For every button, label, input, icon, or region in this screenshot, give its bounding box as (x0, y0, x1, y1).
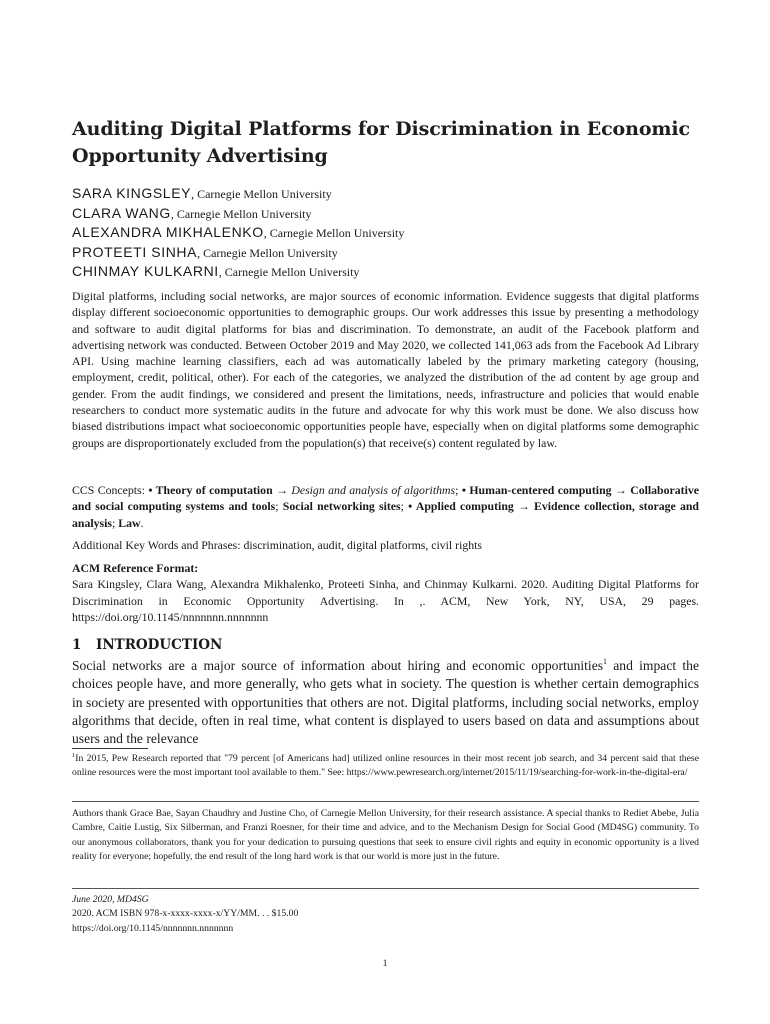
author-entry (72, 184, 699, 204)
arrow-icon: → (513, 499, 534, 514)
arrow-icon: → (272, 483, 292, 497)
ccs-concept: Collaborative and social computing systems and tools (72, 483, 699, 514)
acm-reference-heading: ACM Reference Format: (72, 561, 199, 575)
ccs-concept: Social networking sites (282, 499, 401, 514)
acknowledgments: Authors thank Grace Bae, Sayan Chaudhry and Justine Cho, of Carnegie Mellon University, for their research assistance. A special thanks to Rediet Abebe, Julia Cambre, Caitie Lustig, Six Silberman, and Franzi Roesner, for their time and advice, and to the Mechanism Design for Social Good (MD4SG) community. To our anonymous collaborators, thank you for your dedication to pursuing questions that seek to ensure civil rights and equity in economic opportunity is a lived reality for everyone; hopefully, the end result of the long hard work is that our world is more just in the future. (72, 808, 699, 863)
footnote-divider (72, 748, 148, 749)
section-number: 1 (72, 637, 82, 653)
isbn-line: 2020. ACM ISBN 978-x-xxxx-xxxx-x/YY/MM. . . $15.00 (72, 908, 299, 920)
author-affiliation: , Carnegie Mellon University (191, 187, 332, 201)
ccs-label: CCS Concepts: (72, 483, 149, 497)
paper-title: Auditing Digital Platforms for Discrimination in Economic Opportunity Advertising (72, 118, 690, 167)
author-name: PROTEETI SINHA (72, 243, 198, 260)
author-affiliation: , Carnegie Mellon University (218, 265, 360, 279)
author-affiliation: , Carnegie Mellon University (263, 226, 405, 240)
ccs-separator: ; (400, 499, 409, 514)
ccs-top-concept: • Theory of computation (148, 483, 273, 497)
author-list (72, 184, 699, 282)
ccs-top-concept: • Applied computing (408, 499, 514, 514)
ccs-separator: ; (455, 483, 462, 497)
author-entry (72, 243, 699, 263)
author-name: CHINMAY KULKARNI (72, 263, 219, 279)
publication-date: June 2020, MD4SG (72, 894, 149, 905)
footnote-marker[interactable]: 1 (603, 657, 608, 666)
acm-reference-text: Sara Kingsley, Clara Wang, Alexandra Mikhalenko, Proteeti Sinha, and Chinmay Kulkarni. 2020. Auditing Digital Platforms for Discrimination in Economic Opportunity Advertising. In ,. ACM, New York, NY, USA, 29 pages. https://doi.org/10.1145/nnnnnnn.nnnnnnn (72, 577, 699, 624)
ccs-concepts (72, 482, 699, 531)
author-entry (72, 262, 699, 282)
keywords: Additional Key Words and Phrases: discrimination, audit, digital platforms, civil rights (72, 538, 483, 552)
footnote (72, 752, 699, 781)
author-affiliation: , Carnegie Mellon University (170, 206, 312, 221)
footnote-mark: 1 (72, 752, 76, 759)
footnote-text: In 2015, Pew Research reported that "79 percent [of Americans had] utilized online resources in their most recent job search, and 34 percent said that these online resources were the most important tool available to them." See: https://www.pewresearch.org/internet/2015/11/19/searching-for-work-in-the-digital-era/ (72, 753, 699, 779)
ccs-end: . (140, 515, 144, 530)
intro-paragraph (72, 657, 699, 748)
author-affiliation: , Carnegie Mellon University (197, 245, 338, 260)
arrow-icon: → (611, 483, 631, 497)
ccs-separator: ; (275, 499, 283, 514)
intro-text: Social networks are a major source of information about hiring and economic opportunities (72, 658, 604, 673)
author-name: SARA KINGSLEY (72, 185, 192, 201)
section-title: INTRODUCTION (96, 637, 223, 653)
ccs-separator: ; (112, 515, 119, 530)
ccs-concept: Law (118, 515, 141, 530)
divider (72, 801, 699, 802)
author-name: ALEXANDRA MIKHALENKO (72, 224, 264, 240)
divider (72, 888, 699, 889)
doi-link[interactable]: https://doi.org/10.1145/nnnnnnn.nnnnnnn (72, 922, 234, 934)
abstract: Digital platforms, including social networks, are major sources of economic information. Evidence suggests that digital platforms display different socioeconomic opportunities to demographic groups. Our work addresses this issue by presenting a methodology and software to audit digital platforms for bias and discrimination. To demonstrate, an audit of the Facebook platform and advertising network was conducted. Between October 2019 and May 2020, we collected 141,063 ads from the Facebook Ad Library API. Using machine learning classifiers, each ad was automatically labeled by the primary marketing category (housing, employment, credit, political, other). For each of the categories, we analyzed the distribution of the ad content by age group and gender. From the audit findings, we considered and present the limitations, needs, infrastructure and policies that would enable researchers to conduct more systematic audits in the future and advocate for why this work must be done. We also discuss how biased distributions impact what socioeconomic opportunities people have, especially when on digital platforms some demographic groups are disproportionately excluded from the population(s) that receive(s) content regulated by law. (72, 289, 699, 450)
page-number: 1 (382, 958, 388, 969)
ccs-top-concept: • Human-centered computing (461, 483, 612, 497)
section-heading (72, 636, 699, 654)
ccs-concept: Design and analysis of algorithms (291, 483, 456, 497)
publication-meta (72, 893, 699, 936)
author-name: CLARA WANG (72, 204, 171, 221)
ccs-concept: Evidence collection, storage and analysis (72, 499, 699, 530)
author-entry (72, 223, 699, 243)
acm-reference (72, 560, 699, 625)
intro-text: and impact the choices people have, and more generally, who gets what in society. The question is whether certain demographics in society are presented with opportunities that others are not. Digital platforms, including social networks, employ algorithms that decide, often in real time, what content is displayed to users based on data and assumptions about users and the relevance (72, 658, 699, 747)
author-entry (72, 204, 699, 224)
